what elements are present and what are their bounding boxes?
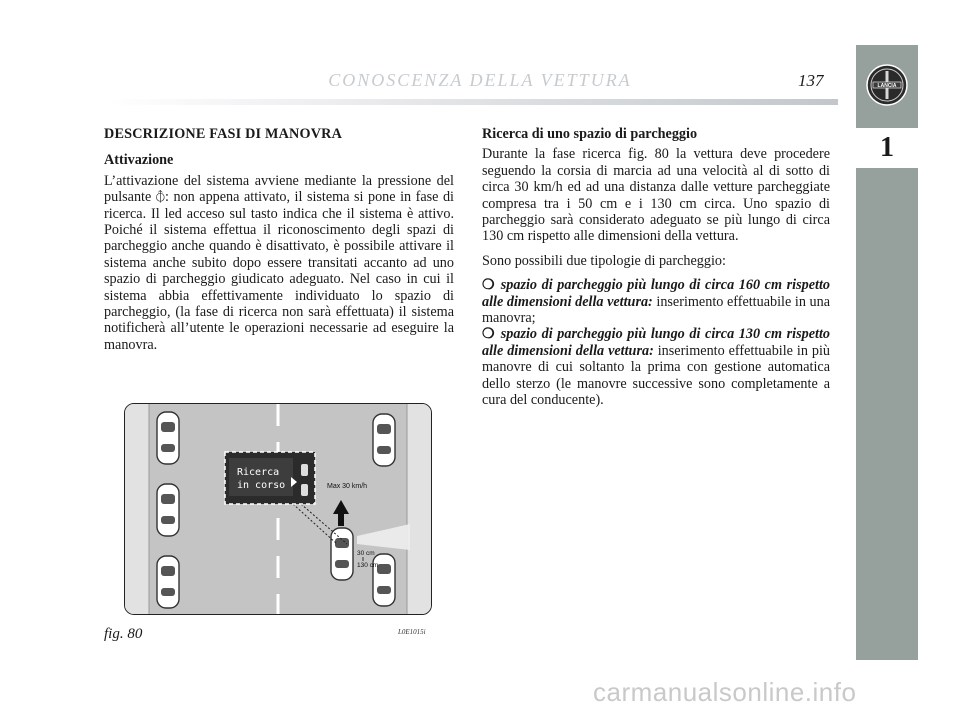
header-rule <box>104 99 838 105</box>
lancia-logo-icon <box>865 63 909 107</box>
page-number: 137 <box>798 71 824 90</box>
mini-car-icon <box>301 484 308 496</box>
mini-car-icon <box>301 464 308 476</box>
bullet-icon: ❍ <box>482 277 495 294</box>
ricerca-heading: Ricerca di uno spazio di parcheggio <box>482 126 698 142</box>
watermark: carmanualsonline.info <box>593 677 857 707</box>
bullet-text: inserimento effettuabile in più manovre di cui soltanto la prima con gestione automatica dello sterzo (le manovre successive sono completamente a cura del conducente). <box>482 342 831 409</box>
parking-illustration <box>125 404 431 614</box>
bullet-icon: ❍ <box>482 326 495 343</box>
distance-label-bottom: 130 cm <box>357 562 379 569</box>
parked-car-icon <box>157 556 179 608</box>
figure-code: L0E1015i <box>398 628 426 636</box>
display-text-line2: in corso <box>237 480 286 491</box>
right-column <box>482 126 830 409</box>
bullet-emphasis: spazio di parcheggio più lungo di circa 160 cm rispetto alle dimensioni della vettura: <box>482 277 830 310</box>
left-column <box>104 126 454 361</box>
parked-car-icon <box>157 484 179 536</box>
distance-label-top: 30 cm <box>357 550 375 557</box>
figure-80-parking-diagram <box>124 403 432 615</box>
section-heading: DESCRIZIONE FASI DI MANOVRA <box>104 126 343 142</box>
moving-car-icon <box>331 528 353 580</box>
bullet-text: inserimento effettuabile in una manovra; <box>482 293 830 327</box>
bullet-item <box>482 277 830 326</box>
chapter-number: 1 <box>856 128 918 168</box>
figure-caption: fig. 80 <box>104 626 143 642</box>
tipologie-intro: Sono possibili due tipologie di parcheggio: <box>482 252 726 269</box>
logo-text: LANCIA <box>877 82 897 89</box>
parked-car-icon <box>373 414 395 466</box>
parked-car-icon <box>157 412 179 464</box>
running-header-title: CONOSCENZA DELLA VETTURA <box>328 70 632 90</box>
ricerca-paragraph: Durante la fase ricerca fig. 80 la vettura deve procedere seguendo la corsia di marcia ad una velocità al di sotto di circa 30 km/h ed ad una distanza dalle vetture parcheggiate compresa tra i 50 cm e i 130 cm circa. Uno spazio di parcheggio sarà considerato adeguato se più lungo di circa 130 cm rispetto alle dimensioni della vettura. <box>482 146 830 245</box>
bullet-emphasis: spazio di parcheggio più lungo di circa 130 cm rispetto alle dimensioni della vettura: <box>482 326 830 359</box>
attivazione-paragraph: L’attivazione del sistema avviene mediante la pressione del pulsante ⦽: non appena attivato, il sistema si pone in fase di ricerca. Il led acceso sul tasto indica che il sistema è attivo. Poiché il sistema effettua il riconoscimento degli spazi di parcheggio anche quando è disattivato, è possibile attivare il sistema anche subito dopo essere transitati accanto ad uno spazio di parcheggio giudicato adeguato. Nel caso in cui il sistema abbia effettivamente individuato lo spazio di parcheggio, (la fase di ricerca non sarà effettuata) il sistema notificherà all’utente le operazioni necessarie ad eseguire la manovra. <box>104 172 454 353</box>
speed-label: Max 30 km/h <box>327 483 368 490</box>
subheading-attivazione: Attivazione <box>104 152 174 169</box>
display-text-line1: Ricerca <box>237 467 280 478</box>
bullet-item <box>482 326 830 408</box>
